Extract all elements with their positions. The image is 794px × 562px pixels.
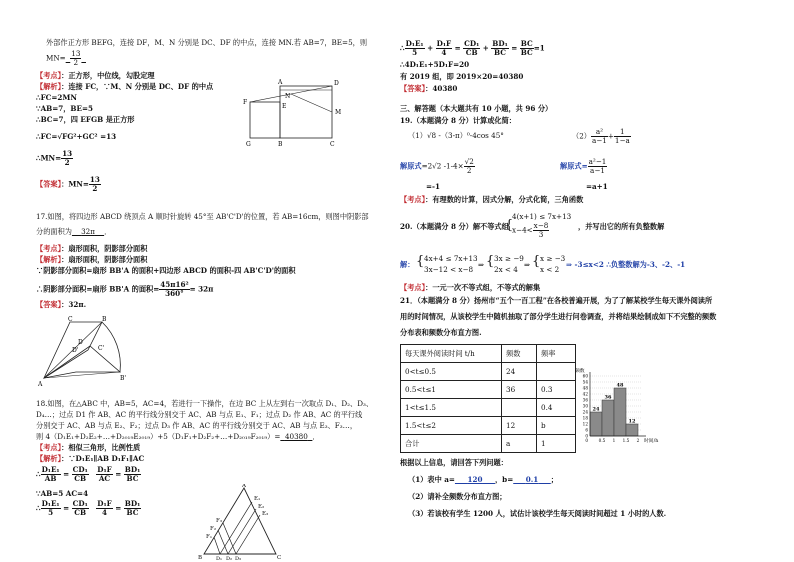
rt-frac3: [463, 40, 480, 57]
q19-p2-n2: 1: [614, 128, 631, 137]
q17-answer: 32π: [81, 227, 95, 236]
q16-step5-prefix: ∴MN=: [36, 153, 62, 163]
q19-point: [400, 195, 583, 204]
fig17-label-c-prime: C': [98, 345, 105, 352]
q18-r2-d1: 5: [48, 508, 54, 517]
q20-system-line2: [512, 222, 549, 239]
q20-suffix: ，并写出它的所有负整数解: [578, 222, 665, 231]
q21-a1-suffix: ；: [550, 475, 558, 484]
segment-mn: [291, 94, 332, 112]
q21-answer2: （2）请补全频数分布直方图；: [408, 492, 507, 501]
q16-answer-final-num: 13: [89, 175, 100, 184]
q18-r1-n2: CD₁: [72, 465, 88, 474]
q16-analysis: [36, 82, 213, 91]
q16-step4: ∴FC=√FG²+GC² =13: [36, 132, 117, 141]
q17-text-line1: 17.如图，将四边形 ABCD 绕顶点 A 顺时针旋转 45°至 AB'C'D'的位置，若 AB=16cm，则图中阴影部: [36, 212, 369, 221]
q16-point-label: 【考点】: [36, 71, 62, 80]
q16-step5: [36, 150, 73, 167]
q17-analysis-text: ：扇形面积，阴影部分面积: [61, 255, 148, 264]
table-row: [401, 363, 576, 381]
q21-text-line3: 分布表和频数分布直方图.: [400, 328, 482, 337]
table-cell: 12: [502, 417, 537, 435]
q18-r1-n3: D₁F: [97, 465, 112, 474]
q18-ratio2-frac4: [124, 500, 141, 517]
q19-part2: [572, 128, 631, 145]
q18-r1-d3: AC: [98, 474, 111, 483]
q16-answer-blank: [66, 49, 86, 67]
q20-arrow-1: ⇒: [478, 260, 485, 269]
table-row: [401, 417, 576, 435]
q20-result: ⇒ -3≤x<2 ∴负整数解为-3、-2、-1: [566, 260, 686, 269]
fig18-label-d2: D₂: [226, 556, 233, 560]
q16-step5-den: 2: [64, 158, 70, 167]
hist-y-tick: 36: [582, 397, 588, 403]
q19-sol1-num: √2: [464, 157, 474, 166]
q19-p2-frac2: [614, 128, 631, 145]
q18-ratio1-frac1: [41, 466, 61, 483]
rt-n3: CD₁: [464, 39, 480, 48]
q16-step2: ∵AB=7，BE=5: [36, 104, 94, 113]
q20-sys2-frac: [533, 222, 550, 239]
q21-ask: 根据以上信息，请回答下列问题：: [400, 458, 508, 467]
rt-d1: 5: [412, 48, 418, 57]
q20-point-label: 【考点】: [400, 283, 426, 292]
q16-step5-frac: [61, 150, 73, 167]
rt-n5: BC: [520, 39, 533, 48]
q18-text-line1: 18.如图，在△ABC 中，AB=5，AC=4，若进行一下操作，在边 BC 上从左到右一次取点 D₁、D₂、D₃、: [36, 399, 374, 408]
hist-bar-label: 24: [592, 406, 600, 413]
q18-ratio-line2: ∴ $\frac{\text{D₁E₁}}{5}$ = $\frac{\text{CD₁}}{CB}$ $\frac{\text{D₁F}}{4}$ = $\frac{\text{BD₁}}{BC}$: [36, 499, 141, 517]
q19-sol2-frac: [588, 158, 608, 175]
rt-suffix: =1: [533, 43, 545, 53]
rt-frac2: [436, 40, 452, 57]
q20-sys2-num: x−8: [533, 221, 549, 230]
q20-arrow-2: ⇒: [524, 260, 531, 269]
q18-r2-n1: D₁E₁: [41, 499, 60, 508]
table-row: [401, 435, 576, 453]
q17-step2-suffix: = 32π: [189, 284, 214, 294]
q16-answer-label: 【答案】: [36, 179, 62, 189]
q21-a1-blank2: [513, 475, 551, 484]
fig17-label-b-prime: B': [120, 375, 127, 382]
hist-y-tick: 60: [582, 373, 588, 379]
hist-y-tick: 0: [585, 433, 588, 439]
q17-suffix: ．: [104, 227, 112, 236]
q16-answer-prefix: ：MN=: [61, 179, 89, 189]
q16-point-text: ：正方形，中位线，勾股定理: [61, 71, 155, 80]
q16-answer-frac: [70, 50, 81, 67]
q21-a1-answer2: 0.1: [525, 475, 539, 484]
table-cell: 1<t≤1.5: [401, 399, 502, 417]
table-cell: b: [537, 417, 576, 435]
q18-text-line3: 分别交于 AC、AB 与点 E₂、F₂；过点 D₃ 作 AB、AC 的平行线分别交于 AC、AB 与点 E₃、F₃…，: [36, 421, 358, 430]
fig17-label-b: B: [102, 316, 107, 323]
figure-16-squares: [240, 78, 360, 148]
right-top-line3: 有 2019 组，即 2019×20=40380: [400, 72, 524, 81]
hist-y-tick: 12: [582, 421, 588, 427]
q19-title: 19.（本题满分 8 分）计算或化简：: [400, 116, 516, 125]
q17-step2-text: ∴阴影部分面积=扇形 BB'A 的面积=: [36, 284, 160, 294]
q20-point: [400, 283, 540, 292]
hist-bar: [626, 424, 638, 436]
hist-bar: [614, 388, 626, 436]
fig16-label-f: F: [243, 99, 248, 106]
q17-answer-text: ：32π.: [61, 300, 87, 309]
q18-ratio2-frac2: [72, 500, 89, 517]
q18-r2-d4: BC: [126, 508, 139, 517]
fig18-label-e1: E₁: [254, 496, 261, 502]
fig18-label-b: B: [198, 555, 203, 560]
q17-step2-num: 45π16²: [160, 280, 189, 289]
q18-r1-n4: BD₁: [124, 465, 141, 474]
q18-ratio1-frac3: [96, 466, 112, 483]
q17-step2-den: 360°: [165, 289, 184, 298]
fig18-label-f1: F₁: [206, 534, 213, 540]
table-cell: a: [502, 435, 537, 453]
q20-system-line1: 4(x+1) ≤ 7x+13: [512, 212, 572, 221]
q17-text-line2: [36, 227, 111, 236]
q18-text-line4: [36, 432, 320, 441]
q20-a1: 4x+4 ≤ 7x+13: [424, 254, 478, 263]
q18-answer-blank: [280, 432, 312, 441]
rt-n1: D₁E₁: [405, 39, 424, 48]
q20-brace: {: [505, 218, 514, 233]
table-header-cell: 频数: [502, 345, 537, 363]
rt-d5: BC: [520, 48, 533, 57]
q17-step1: ∵阴影部分面积=扇形 BB'A 的面积+四边形 ABCD 的面积-四 AB'C'D'的面积: [36, 266, 296, 275]
rt-frac1: [405, 40, 425, 57]
q19-result1: =-1: [426, 182, 441, 191]
q16-point: [36, 71, 155, 80]
fig18-label-c: C: [277, 555, 282, 560]
q19-p2-d1: a−1: [591, 136, 607, 145]
hist-bar-label: 48: [616, 382, 624, 389]
fig18-label-e2: E₂: [258, 504, 265, 510]
figure-17-rotation: [36, 316, 132, 390]
q16-answer-den: 2: [73, 58, 79, 67]
q16-answer-final-frac: [89, 176, 101, 193]
frequency-histogram: [574, 366, 674, 446]
table-row: [401, 381, 576, 399]
q20-sys2-prefix: x−4<: [512, 225, 533, 235]
q20-solution-label: 解：: [400, 260, 415, 269]
q16-mn-prefix: MN=: [46, 53, 66, 63]
fig16-label-d: D: [334, 80, 339, 87]
table-cell: 0.5<t≤1: [401, 381, 502, 399]
q18-line4-suffix: ．: [312, 432, 320, 441]
hist-ylabel: 频数: [575, 369, 585, 374]
q19-solution1: [400, 158, 475, 175]
rt-d3: CB: [465, 48, 478, 57]
rt-frac5: [520, 40, 534, 57]
rt-d4: BC: [494, 48, 506, 57]
q18-text-line2: D₄…；过点 D1 作 AB、AC 的平行线分别交于 AC、AB 与点 E₁、F₁；过点 D₂ 作 AB、AC 的平行线: [36, 410, 363, 419]
q18-ratio2-frac3: [96, 500, 112, 517]
q21-a1-prefix: （1）表中 a=: [408, 475, 455, 484]
q19-p2-n1: a²: [591, 128, 608, 137]
hist-x-tick: 0: [585, 438, 588, 443]
q19-p2-plus: +: [607, 131, 614, 141]
q16-text-line2: [46, 50, 86, 67]
q20-b1: 3x ≥ −9: [494, 254, 524, 263]
frequency-table: [400, 344, 576, 453]
table-header-cell: 每天课外阅读时间 t/h: [401, 345, 502, 363]
table-cell: 24: [502, 363, 537, 381]
q21-a1-answer: 120: [467, 475, 483, 484]
q17-analysis-label: 【解析】: [36, 255, 62, 264]
table-header-row: [401, 345, 576, 363]
q17-step2-frac: [159, 281, 189, 298]
hist-y-tick: 30: [582, 403, 588, 409]
q20-b2: 2x < 4: [494, 265, 518, 274]
hist-bar: [602, 400, 614, 436]
q21-a1-mid: ，b=: [494, 475, 514, 484]
rt-ans-label: 【答案】: [400, 84, 426, 93]
q18-r1-d2: CB: [74, 474, 87, 483]
rt-ans-text: ：40380: [425, 84, 458, 93]
q19-p2-frac1: [591, 128, 608, 145]
q19-point-label: 【考点】: [400, 195, 426, 204]
q17-point-label: 【考点】: [36, 244, 62, 253]
fig16-label-c: C: [330, 141, 335, 148]
q18-r2-d3: 4: [101, 508, 107, 517]
hist-x-tick: 0.5: [598, 438, 606, 443]
q20-sys2-den: 3: [538, 230, 544, 239]
q17-step2: [36, 281, 213, 298]
q19-result2: =a+1: [586, 182, 608, 191]
q20-brace-c: {: [532, 254, 541, 269]
q18-given: ∵AB=5 AC=4: [36, 489, 89, 498]
q18-r2-n3: D₁F: [97, 499, 112, 508]
table-cell: 0.4: [537, 399, 576, 417]
q19-solution2: [560, 158, 607, 175]
q21-text-line1: 21．（本题满分 8 分）扬州市“五个一百工程”在各校普遍开展，为了了解某校学生每天课外阅读所: [400, 296, 713, 305]
fig16-label-g: G: [246, 141, 251, 148]
q18-r1-d4: BC: [126, 474, 139, 483]
q18-r2-n2: CD₁: [72, 499, 88, 508]
section-3-heading: 三、解答题（本大题共有 10 小题，共 96 分）: [400, 104, 553, 113]
fig16-label-m: M: [335, 109, 342, 116]
q16-answer: [36, 176, 101, 193]
hist-x-tick: 1: [612, 438, 616, 443]
table-cell: 36: [502, 381, 537, 399]
q17-answer: [36, 300, 86, 309]
fig18-label-f2: F₂: [210, 526, 217, 532]
q16-step5-num: 13: [62, 149, 73, 158]
q20-brace-b: {: [486, 254, 495, 269]
q16-answer-num: 13: [71, 49, 81, 58]
q21-answer1: [408, 475, 558, 484]
q18-point-text: ：相似三角形，比例性质: [61, 443, 141, 452]
q19-sol1-den: 2: [466, 166, 472, 175]
q19-sol2-num: a²−1: [588, 157, 607, 166]
hist-bar: [590, 412, 602, 436]
square-befg: [250, 102, 280, 138]
q20-c2: x < 2: [540, 265, 560, 274]
hist-y-tick: 18: [582, 415, 588, 421]
fig17-label-d-prime: D': [72, 347, 79, 354]
q19-sol2-den: a−1: [590, 166, 605, 175]
q21-text-line2: 用的时间情况，从该校学生中随机抽取了部分学生进行问卷调查，并将结果绘制成如下不完整的频数: [400, 312, 717, 321]
hist-y-tick: 6: [585, 427, 588, 433]
q19-sol1-text: =2√2 -1-4×: [421, 161, 464, 171]
q18-answer: 40380: [284, 432, 308, 441]
rt-n2: D₁F: [436, 39, 452, 48]
q18-analysis: [36, 454, 144, 463]
q18-point: [36, 443, 140, 452]
rt-prefix: ∴: [400, 43, 405, 53]
q20-a2: 3x−12 < x−8: [424, 265, 474, 274]
fig17-label-d: D: [78, 339, 83, 346]
q18-ratio2-prefix: ∴: [36, 503, 41, 513]
hist-y-tick: 54: [582, 379, 588, 385]
q16-answer-final-den: 2: [92, 184, 98, 193]
table-cell: 1: [537, 435, 576, 453]
q16-text-line1: 外部作正方形 BEFG，连接 DF，M、N 分别是 DC、DF 的中点，连接 MN.若 AB=7，BE=5，则: [46, 38, 368, 47]
q19-p2-prefix: （2）: [572, 131, 591, 141]
fig16-label-e: E: [282, 103, 287, 110]
q19-sol1-label: 解原式: [400, 161, 422, 171]
table-cell: [502, 399, 537, 417]
q20-title: 20.（本题满分 8 分）解不等式组: [400, 222, 509, 231]
hist-y-tick: 48: [582, 385, 588, 391]
table-cell: 0<t≤0.5: [401, 363, 502, 381]
q21-answer3: （3）若该校有学生 1200 人，试估计该校学生每天阅读时间超过 1 小时的人数.: [408, 509, 667, 518]
q18-line4-prefix: 则 4（D₁E₁+D₂E₂+…+D₂₀₁₉E₂₀₁₉）+5（D₁F₁+D₂F₂+…+D₂₀₁₉F₂₀₁₉）=: [36, 432, 281, 441]
fig17-label-a: A: [38, 381, 43, 388]
fig16-label-a: A: [278, 79, 283, 86]
fig18-label-d3: D₃: [235, 556, 242, 560]
rt-d2: 4: [441, 48, 447, 57]
fig18-label-d1: D₁: [216, 556, 223, 560]
fig16-label-b: B: [278, 141, 283, 148]
right-top-ratio: ∴ $\frac{\text{D₁E₁}}{5}$ + $\frac{\text{D₁F}}{4}$ = $\frac{\text{CD₁}}{CB}$ + $\frac{\text{BD₁}}{BC}$ = $\frac{BC}{BC}$ =1: [400, 39, 545, 57]
q18-ratio1-frac2: [72, 466, 89, 483]
table-cell: 合计: [401, 435, 502, 453]
q18-ratio1-frac4: [124, 466, 141, 483]
hist-bar-label: 12: [628, 418, 636, 425]
q18-ratio2-frac1: [41, 500, 61, 517]
q17-answer-label: 【答案】: [36, 300, 62, 309]
rt-frac4: [491, 40, 508, 57]
fig16-label-n: N: [285, 93, 291, 100]
q19-part1: （1）√8 -（3-π）⁰-4cos 45°: [408, 131, 504, 140]
q17-answer-blank: [72, 227, 104, 236]
q18-r2-n4: BD₁: [124, 499, 141, 508]
table-cell: [537, 363, 576, 381]
q17-point-text: ：扇形面积，阴影部分面积: [61, 244, 148, 253]
q20-brace-a: {: [416, 254, 425, 269]
q18-analysis-label: 【解析】: [36, 454, 62, 463]
q18-point-label: 【考点】: [36, 443, 62, 452]
right-top-answer: [400, 84, 457, 93]
q18-ratio-line1: ∴ $\frac{\text{D₁E₁}}{AB}$ = $\frac{\text{CD₁}}{CB}$ $\frac{\text{D₁F}}{AC}$ = $\frac{\text{BD₁}}{BC}$: [36, 465, 141, 483]
table-cell: 1.5<t≤2: [401, 417, 502, 435]
q16-step1: ∴FC=2MN: [36, 93, 77, 102]
q20-c1: x ≥ −3: [540, 254, 566, 263]
q19-sol1-frac: [464, 158, 475, 175]
table-cell: 0.3: [537, 381, 576, 399]
q19-p2-d2: 1−a: [614, 136, 630, 145]
q16-analysis-label: 【解析】: [36, 82, 62, 91]
fig18-label-e3: E₃: [262, 511, 269, 517]
figure-18-triangle: [196, 484, 286, 560]
q17-prefix: 分的面积为: [36, 227, 72, 236]
fig18-label-a: A: [242, 484, 246, 489]
hist-x-tick: 2: [636, 438, 640, 443]
q19-point-text: ：有理数的计算，因式分解，分式化简，三角函数: [425, 195, 584, 204]
hist-xlabel: 时间/h: [644, 439, 659, 444]
table-row: [401, 399, 576, 417]
rt-n4: BD₁: [492, 39, 508, 48]
right-top-line2: ∴4D₁E₁+5D₁F=20: [400, 60, 470, 69]
q21-a1-blank: [455, 475, 495, 484]
hist-y-tick: 24: [582, 409, 588, 415]
q18-r2-d2: CB: [74, 508, 87, 517]
hist-bar-label: 36: [604, 394, 612, 401]
fig17-label-c: C: [68, 316, 73, 323]
q18-r1-d1: AB: [44, 474, 57, 483]
q17-point: [36, 244, 147, 253]
q16-step3: ∴BC=7，四 EFGB 是正方形: [36, 115, 135, 124]
q18-ratio1-prefix: ∴: [36, 469, 41, 479]
q18-r1-n1: D₁E₁: [41, 465, 60, 474]
table-header-cell: 频率: [537, 345, 576, 363]
q18-analysis-text: ：∵D₁E₁∥AB D₁F₁∥AC: [61, 454, 145, 463]
q16-analysis-text: ：连接 FC，∵M、N 分别是 DC、DF 的中点: [61, 82, 214, 91]
fig18-label-f3: F₃: [216, 518, 223, 524]
q20-point-text: ：一元一次不等式组，不等式的解集: [425, 283, 541, 292]
q19-sol2-label: 解原式=: [560, 161, 588, 171]
hist-y-tick: 42: [582, 391, 588, 397]
hist-x-tick: 1.5: [622, 438, 630, 443]
q17-analysis: [36, 255, 147, 264]
